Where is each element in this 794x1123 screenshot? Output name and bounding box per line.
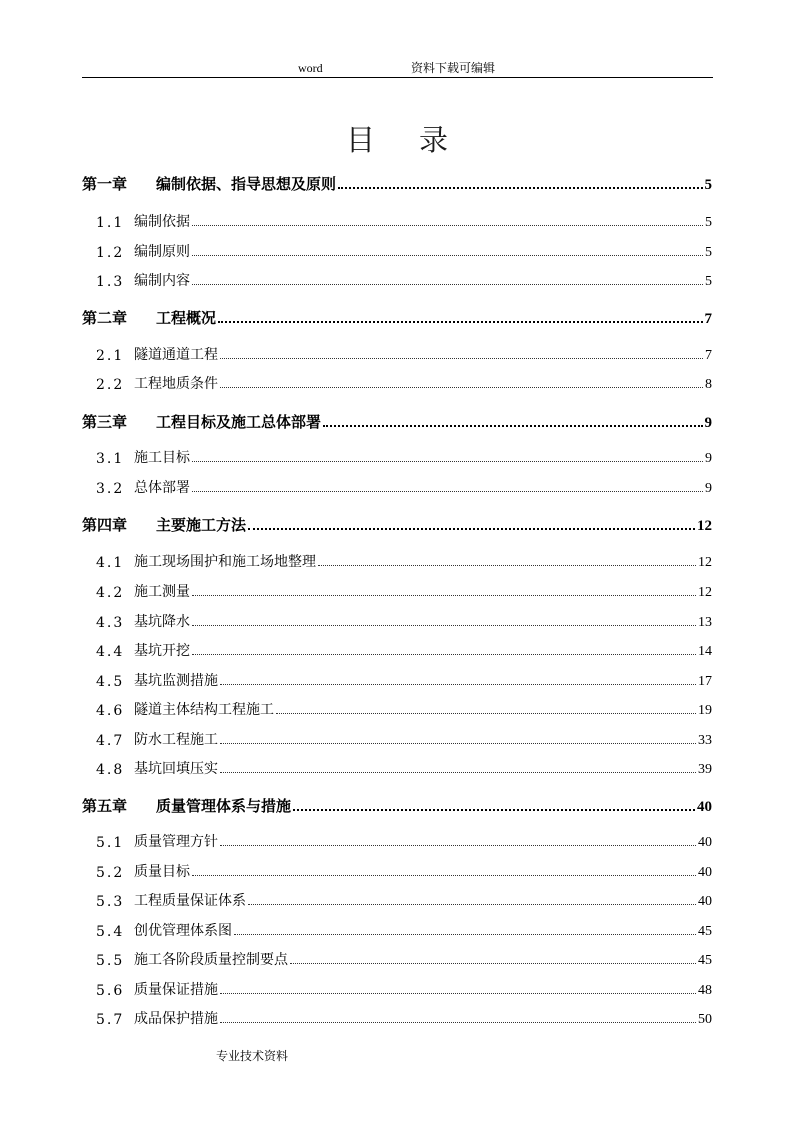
toc-entry-number: 4.1	[96, 555, 125, 571]
toc-entry-label: 工程概况	[156, 309, 217, 327]
toc-leader-dots	[318, 565, 696, 566]
toc-entry-number: 1.3	[96, 274, 125, 290]
toc-entry-number: 5.2	[96, 865, 125, 881]
toc-section-entry[interactable]	[82, 209, 712, 231]
toc-section-entry[interactable]	[82, 371, 712, 393]
toc-entry-page: 45	[698, 953, 712, 968]
toc-entry-number: 第三章	[82, 413, 128, 431]
toc-entry-page: 9	[705, 451, 712, 466]
toc-leader-dots	[220, 1022, 696, 1023]
toc-leader-dots	[323, 425, 702, 427]
toc-entry-page: 5	[705, 215, 712, 230]
toc-entry-label: 创优管理体系图	[134, 923, 232, 939]
toc-section-entry[interactable]	[82, 756, 712, 778]
toc-leader-dots	[220, 845, 696, 846]
toc-section-entry[interactable]	[82, 268, 712, 290]
toc-section-entry[interactable]	[82, 727, 712, 749]
toc-leader-dots	[192, 225, 703, 226]
toc-leader-dots	[220, 358, 703, 359]
toc-leader-dots	[248, 904, 696, 905]
toc-entry-number: 第五章	[82, 797, 128, 815]
toc-entry-number: 第二章	[82, 309, 128, 327]
toc-entry-page: 33	[698, 733, 712, 748]
toc-leader-dots	[192, 875, 696, 876]
toc-entry-label: 编制依据、指导思想及原则	[156, 175, 337, 193]
toc-entry-label: 质量保证措施	[134, 982, 218, 998]
toc-entry-label: 基坑回填压实	[134, 761, 218, 777]
toc-entry-label: 质量管理方针	[134, 834, 218, 850]
toc-entry-number: 4.7	[96, 733, 125, 749]
toc-entry-label: 施工各阶段质量控制要点	[134, 952, 288, 968]
toc-section-entry[interactable]	[82, 342, 712, 364]
toc-entry-number: 第四章	[82, 516, 128, 534]
toc-entry-page: 7	[705, 348, 712, 363]
toc-entry-label: 隧道主体结构工程施工	[134, 702, 274, 718]
toc-leader-dots	[192, 461, 703, 462]
toc-section-entry[interactable]	[82, 638, 712, 660]
toc-entry-number: 2.2	[96, 377, 125, 393]
toc-entry-label: 基坑降水	[134, 614, 190, 630]
toc-section-entry[interactable]	[82, 918, 712, 940]
toc-entry-page: 40	[697, 799, 712, 815]
toc-entry-number: 5.5	[96, 953, 125, 969]
toc-entry-page: 14	[698, 644, 712, 659]
toc-entry-number: 3.1	[96, 451, 125, 467]
toc-section-entry[interactable]	[82, 475, 712, 497]
toc-entry-label: 防水工程施工	[134, 732, 218, 748]
toc-entry-label: 成品保护措施	[134, 1011, 218, 1027]
toc-section-entry[interactable]	[82, 697, 712, 719]
toc-chapter-entry[interactable]	[82, 794, 712, 816]
toc-entry-number: 5.7	[96, 1012, 125, 1028]
toc-leader-dots	[338, 187, 702, 189]
toc-entry-number: 4.4	[96, 644, 125, 660]
toc-section-entry[interactable]	[82, 239, 712, 261]
toc-entry-label: 隧道通道工程	[134, 347, 218, 363]
toc-entry-page: 40	[698, 865, 712, 880]
toc-leader-dots	[192, 595, 696, 596]
toc-entry-number: 第一章	[82, 175, 128, 193]
toc-entry-page: 50	[698, 1012, 712, 1027]
toc-entry-label: 编制原则	[134, 244, 190, 260]
toc-leader-dots	[248, 528, 695, 530]
toc-entry-number: 5.4	[96, 924, 125, 940]
toc-entry-page: 12	[698, 555, 712, 570]
toc-leader-dots	[192, 255, 703, 256]
toc-entry-number: 4.6	[96, 703, 125, 719]
toc-entry-number: 3.2	[96, 481, 125, 497]
toc-chapter-entry[interactable]	[82, 306, 712, 328]
toc-section-entry[interactable]	[82, 579, 712, 601]
toc-leader-dots	[192, 284, 703, 285]
toc-entry-page: 13	[698, 615, 712, 630]
toc-entry-page: 19	[698, 703, 712, 718]
toc-section-entry[interactable]	[82, 445, 712, 467]
toc-entry-label: 工程目标及施工总体部署	[156, 413, 322, 431]
toc-entry-page: 7	[704, 311, 712, 327]
toc-section-entry[interactable]	[82, 829, 712, 851]
toc-leader-dots	[234, 934, 696, 935]
page-header	[82, 60, 713, 78]
toc-entry-label: 施工目标	[134, 450, 190, 466]
toc-leader-dots	[290, 963, 696, 964]
toc-entry-page: 48	[698, 983, 712, 998]
toc-entry-page: 9	[704, 415, 712, 431]
toc-entry-label: 质量目标	[134, 864, 190, 880]
toc-entry-number: 4.8	[96, 762, 125, 778]
toc-entry-page: 40	[698, 894, 712, 909]
toc-section-entry[interactable]	[82, 859, 712, 881]
toc-entry-number: 5.6	[96, 983, 125, 999]
toc-entry-number: 1.2	[96, 245, 125, 261]
toc-section-entry[interactable]	[82, 947, 712, 969]
toc-entry-label: 编制内容	[134, 273, 190, 289]
toc-entry-number: 5.1	[96, 835, 125, 851]
toc-section-entry[interactable]	[82, 668, 712, 690]
toc-entry-number: 4.2	[96, 585, 125, 601]
toc-chapter-entry[interactable]	[82, 410, 712, 432]
toc-entry-label: 施工现场围护和施工场地整理	[134, 554, 316, 570]
toc-section-entry[interactable]	[82, 609, 712, 631]
toc-chapter-entry[interactable]	[82, 172, 712, 194]
toc-leader-dots	[192, 491, 703, 492]
toc-entry-page: 5	[705, 245, 712, 260]
toc-entry-number: 4.3	[96, 615, 125, 631]
toc-entry-page: 5	[704, 177, 712, 193]
toc-leader-dots	[220, 387, 703, 388]
toc-section-entry[interactable]	[82, 1006, 712, 1028]
toc-entry-number: 5.3	[96, 894, 125, 910]
toc-section-entry[interactable]	[82, 977, 712, 999]
toc-entry-number: 1.1	[96, 215, 125, 231]
toc-entry-page: 8	[705, 377, 712, 392]
toc-entry-label: 总体部署	[134, 480, 190, 496]
toc-entry-number: 2.1	[96, 348, 125, 364]
toc-chapter-entry[interactable]	[82, 513, 712, 535]
toc-leader-dots	[220, 743, 696, 744]
toc-leader-dots	[220, 993, 696, 994]
toc-entry-page: 5	[705, 274, 712, 289]
toc-entry-page: 9	[705, 481, 712, 496]
toc-entry-page: 17	[698, 674, 712, 689]
toc-entry-page: 12	[697, 518, 712, 534]
toc-leader-dots	[218, 321, 702, 323]
header-right-text: 资料下载可编辑	[411, 61, 496, 75]
toc-entry-label: 工程质量保证体系	[134, 893, 246, 909]
toc-leader-dots	[192, 625, 696, 626]
toc-entry-label: 主要施工方法	[156, 516, 247, 534]
toc-leader-dots	[192, 654, 696, 655]
toc-entry-label: 施工测量	[134, 584, 190, 600]
toc-leader-dots	[293, 809, 695, 811]
toc-entry-label: 工程地质条件	[134, 376, 218, 392]
toc-entry-label: 质量管理体系与措施	[156, 797, 292, 815]
toc-entry-page: 40	[698, 835, 712, 850]
toc-entry-label: 编制依据	[134, 214, 190, 230]
toc-entry-label: 基坑开挖	[134, 643, 190, 659]
toc-entry-label: 基坑监测措施	[134, 673, 218, 689]
toc-entry-page: 39	[698, 762, 712, 777]
toc-entry-page: 45	[698, 924, 712, 939]
toc-section-entry[interactable]	[82, 549, 712, 571]
toc-leader-dots	[276, 713, 696, 714]
toc-section-entry[interactable]	[82, 888, 712, 910]
page-footer: 专业技术资料	[216, 1049, 289, 1063]
toc-entry-page: 12	[698, 585, 712, 600]
header-left-text: word	[298, 61, 323, 75]
toc-leader-dots	[220, 684, 696, 685]
toc-leader-dots	[220, 772, 696, 773]
toc-title: 目录	[345, 123, 492, 157]
toc-entry-number: 4.5	[96, 674, 125, 690]
